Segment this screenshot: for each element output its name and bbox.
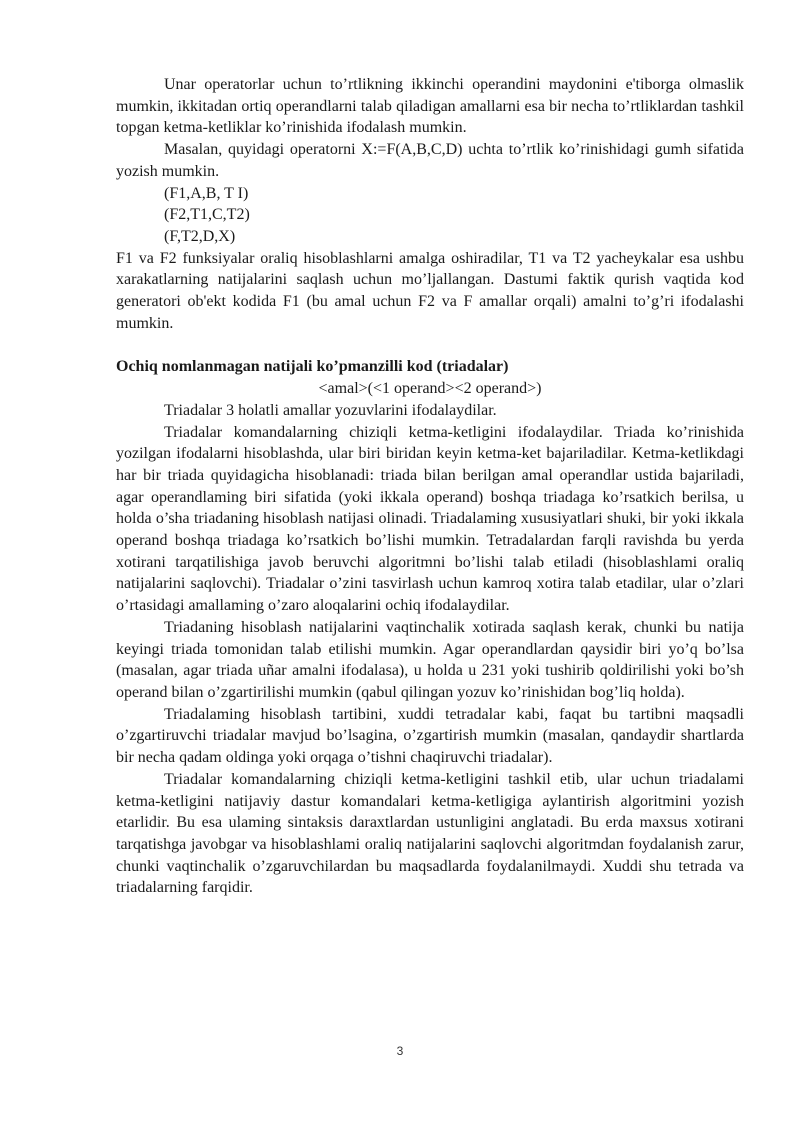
code-line-2: (F2,T1,C,T2) (164, 206, 250, 224)
paragraph-triads-sequence: Triadalar komandalarning chiziqli ketma-ketligini ifodalaydilar. Triada ko’rinishida yozilgan ifodalarni hisoblashda, ular biri biridan keyin ketma-ket bajariladilar. Ketma-ketlikdagi har bir triada quyidagicha hisoblanadi: triada bilan berilgan amal operandlar ustida bajariladi, agar operandlaming biri sifatida (yoki ikkala operand) boshqa triadaga ko’rsatkich berilsa, u holda o’sha triadaning hisoblash natijasi olinadi. Triadalaming xususiyatlari shuki, bir yoki ikkala operand boshqa triadaga ko’rsatkich bo’lishi mumkin. Tetradalardan farqli ravishda bu yerda xotirani tarqatilishiga javob beruvchi algoritmni bo’lishi talab etiladi (hisoblashlami oraliq natijalarini saqlovchi). Triadalar o’zini tasvirlash uchun kamroq xotira talab etadilar, ular o’zlari o’rtasidagi amallaming o’zaro aloqalarini ochiq ifodalaydilar. (116, 423, 744, 615)
page-number: 3 (396, 1044, 404, 1058)
document-body (116, 74, 744, 899)
paragraph-triads-order: Triadalaming hisoblash tartibini, xuddi tetradalar kabi, faqat bu tartibni maqsadli o’zgartiruvchi triadalar mavjud bo’lsagina, o’zgartirish mumkin (masalan, qandaydir shartlarda bir necha qadam oldinga yoki orqaga o’tishni chaqiruvchi triadalar). (116, 705, 744, 767)
code-line-1: (F1,A,B, T I) (164, 184, 249, 202)
paragraph-functions: F1 va F2 funksiyalar oraliq hisoblashlarni amalga oshiradilar, T1 va T2 yacheykalar esa ushbu xarakatlarning natijalarini saqlash uchun mo’ljallangan. Dastumi faktik qurish vaqtida kod generatori ob'ekt kodida F1 (bu amal uchun F2 va F amallar orqali) amalni to’g’ri ifodalashi mumkin. (116, 249, 744, 332)
section-heading: Ochiq nomlanmagan natijali ko’pmanzilli kod (triadalar) (116, 358, 509, 376)
paragraph-unary-operators: Unar operatorlar uchun to’rtlikning ikkinchi operandini maydonini e'tiborga olmaslik mumkin, ikkitadan ortiq operandlarni talab qiladigan amallarni esa bir necha to’rtliklardan tashkil topgan ketma-ketliklar ko’rinishida ifodalash mumkin. (116, 76, 744, 137)
paragraph-triads-memory: Triadaning hisoblash natijalarini vaqtinchalik xotirada saqlash kerak, chunki bu natija keyingi triada tomonidan talab etilishi mumkin. Agar operandlardan qaysidir biri yo’q bo’lsa (masalan, agar triada uñar amalni ifodalasa), u holda u 231 yoki tushirib qoldirilishi yoki bo’sh operand bilan o’zgartirilishi mumkin (qabul qilingan yozuv ko’rinishidan bog’liq holda). (116, 618, 744, 701)
paragraph-example: Masalan, quyidagi operatorni X:=F(A,B,C,D) uchta to’rtlik ko’rinishidagi gumh sifatida yozish mumkin. (116, 141, 744, 180)
paragraph-triads-conclusion: Triadalar komandalarning chiziqli ketma-ketligini tashkil etib, ular uchun triadalami ketma-ketligini natijaviy dastur komandalari ketma-ketligiga aylantirish algoritmini yozish etarlidir. Bu esa ulaming sintaksis daraxtlardan ustunligini anglatadi. Bu erda maxsus xotirani tarqatishga javobgar va hisoblashlami oraliq natijalarini saqlovchi algoritmdan foydalanish zarur, chunki vaqtinchalik o’zgaruvchilardan bu maqsadlarda foydalanilmaydi. Xuddi shu tetrada va triadalarning farqidir. (116, 770, 744, 897)
triad-formula: <amal>(<1 operand><2 operand>) (318, 380, 542, 398)
paragraph-triads-intro: Triadalar 3 holatli amallar yozuvlarini ifodalaydilar. (164, 401, 497, 419)
code-line-3: (F,T2,D,X) (164, 227, 236, 245)
